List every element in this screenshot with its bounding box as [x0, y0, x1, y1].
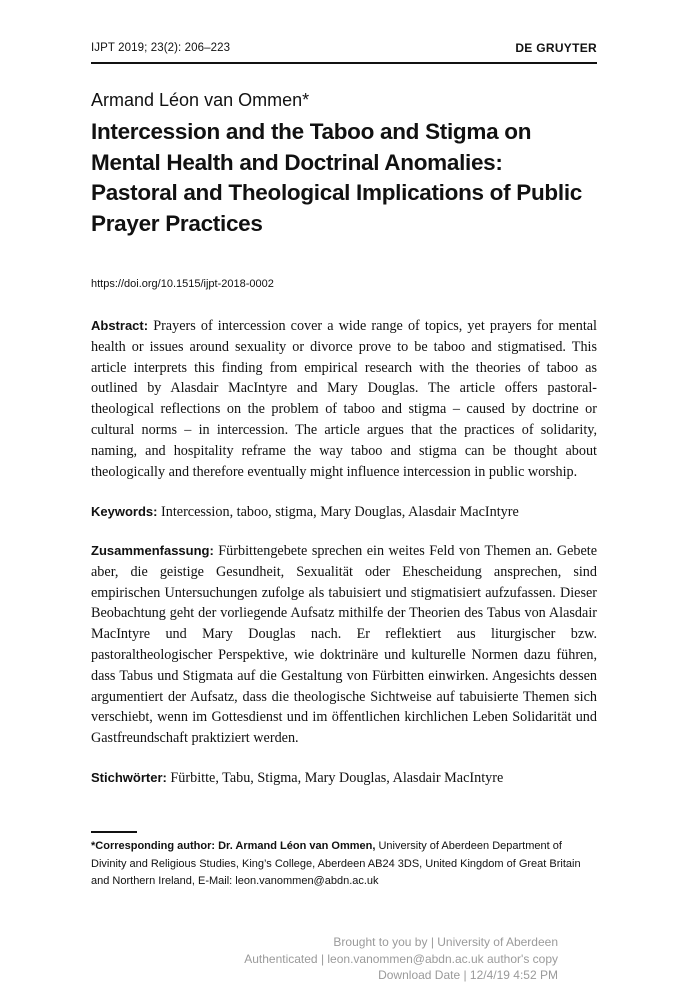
footnote-label: *Corresponding author: Dr. Armand Léon van Ommen,	[91, 840, 376, 852]
running-header	[91, 40, 597, 64]
zusammenfassung	[91, 541, 597, 749]
keywords	[91, 502, 597, 523]
stamp-line-1: Brought to you by | University of Aberdeen	[333, 935, 558, 949]
article-title: Intercession and the Taboo and Stigma on Mental Health and Doctrinal Anomalies: Pastoral and Theological Implications of Public Prayer Practices	[91, 119, 582, 236]
publisher-name: DE GRUYTER	[515, 41, 597, 55]
abstract-text: Prayers of intercession cover a wide range of topics, yet prayers for mental health or issues around sexuality or divorce prove to be taboo and stigmatised. This article interprets this finding from empirical research with the theories of taboo as outlined by Alasdair MacIntyre and Mary Douglas. The article offers pastoral-theological reflections on the problem of taboo and stigma – caused by doctrine or cultural norms – in intercession. The article argues that the practices of solidarity, naming, and hospitality reframe the way taboo and stigma can be thought about theologically and therefore eventually might influence intercession in public worship.	[91, 318, 597, 480]
abstract	[91, 316, 597, 482]
keywords-text: Intercession, taboo, stigma, Mary Douglas, Alasdair MacIntyre	[161, 504, 519, 520]
download-stamp	[244, 934, 558, 984]
stamp-line-3: Download Date | 12/4/19 4:52 PM	[378, 968, 558, 982]
doi-link[interactable]: https://doi.org/10.1515/ijpt-2018-0002	[91, 278, 274, 290]
footnote	[91, 838, 591, 891]
zusammenfassung-label: Zusammenfassung:	[91, 543, 214, 558]
stichwoerter	[91, 768, 597, 789]
journal-reference: IJPT 2019; 23(2): 206–223	[91, 42, 231, 54]
abstract-label: Abstract:	[91, 318, 149, 333]
stichwoerter-label: Stichwörter:	[91, 770, 167, 785]
footnote-divider	[91, 831, 137, 833]
zusammenfassung-text: Fürbittengebete sprechen ein weites Feld von Themen an. Gebete aber, die geistige Gesundheit, Sexualität oder Ehescheidung ansprechen, sind empirischen Untersuchungen zufolge als tabuisiert und stigmatisiert aufzufassen. Dieser Beobachtung geht der vorliegende Aufsatz mithilfe der Theorien des Tabus von Alasdair MacIntyre und Mary Douglas nach. Er reflektiert aus liturgischer bzw. pastoraltheologischer Perspektive, wie doktrinäre und kulturelle Normen dazu führen, dass Tabus und Stigmata auf die Gestaltung von Fürbitten einwirken. Angesichts dessen argumentiert der Aufsatz, dass die theologische Sichtweise auf tabuisierte Themen sich verschiebt, wenn im Gottesdienst und im öffentlichen kirchlichen Leben Solidarität und Gastfreundschaft praktiziert werden.	[91, 543, 597, 747]
stamp-line-2: Authenticated | leon.vanommen@abdn.ac.uk author's copy	[244, 951, 558, 966]
keywords-label: Keywords:	[91, 504, 158, 519]
stichwoerter-text: Fürbitte, Tabu, Stigma, Mary Douglas, Alasdair MacIntyre	[170, 770, 504, 786]
author-name: Armand Léon van Ommen*	[91, 90, 310, 110]
footnote-text: University of Aberdeen Department of Divinity and Religious Studies, King’s College, Aberdeen AB24 3DS, United Kingdom of Great Britain and Northern Ireland, E-Mail: leon.vanommen@abdn.ac.uk	[91, 840, 581, 887]
